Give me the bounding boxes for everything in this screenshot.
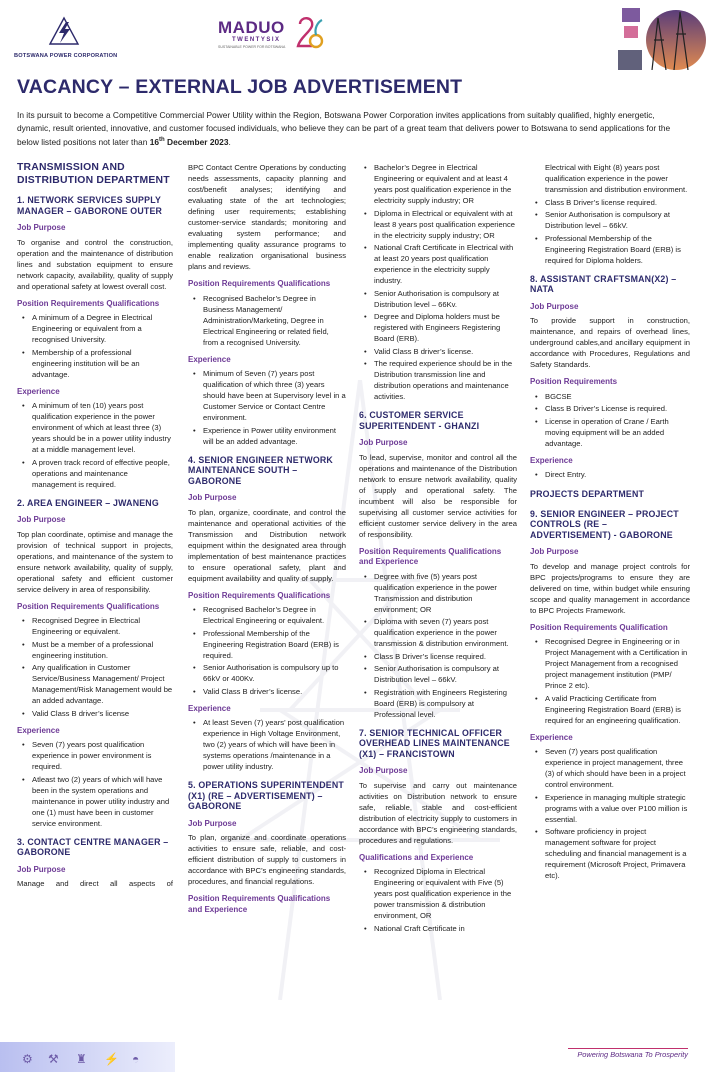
column-2 — [188, 162, 346, 918]
deadline-rest: December 2023 — [164, 136, 229, 147]
requirements-heading: Position Requirements Qualifications — [17, 298, 160, 308]
list-item: • Registration with Engineers Registering Board (ERB) is compulsory at Professional level. — [359, 687, 517, 720]
list-item: • Direct Entry. — [530, 469, 690, 480]
list-item: • The required experience should be in the Distribution transmission line and distribution operations and maintenance activities. — [359, 358, 517, 402]
experience-heading: Experience — [188, 703, 231, 713]
experience-heading: Experience — [17, 725, 60, 735]
list-item: • Senior Authorisation is compulsory at Distribution level – 66Kv. — [359, 288, 517, 310]
list-item: • Professional Membership of the Engineering Registration Board (ERB) is required for Diploma holders. — [530, 233, 690, 266]
job-title-6: 6. CUSTOMER SERVICE SUPERITENDENT - GHANZI — [359, 410, 480, 431]
job-title-4: 4. SENIOR ENGINEER NETWORK MAINTENANCE SOUTH – GABORONE — [188, 454, 333, 486]
list-item: • Any qualification in Customer Service/Business Management/ Project Management/Risk Management would be an added advantage. — [17, 662, 173, 706]
requirements-list — [188, 604, 346, 697]
job-purpose-text: To organise and control the construction, operation and the maintenance of distribution lines and substation equipment to ensure network capacity, availability, quality of supply and operational safety at lowest overall cost. — [17, 237, 173, 291]
list-item: • Degree and Diploma holders must be registered with Engineers Registering Board (ERB). — [359, 311, 517, 344]
page-footer — [0, 1036, 706, 1084]
list-item-continued: Electrical with Eight (8) years post qualification experience in the power transmission and distribution environment. — [545, 163, 688, 194]
list-item: • Bachelor’s Degree in Electrical Engineering or equivalent and at least 4 years post qualification experience in the electricity supply industry; OR — [359, 162, 517, 206]
requirements-list — [17, 312, 173, 380]
deadline-day: 16 — [149, 136, 160, 147]
requirements-list — [188, 293, 346, 348]
list-item: • License in operation of Crane / Earth moving equipment will be an added advantage. — [530, 416, 690, 449]
job-title-5: 5. OPERATIONS SUPERINTENDENT (X1) (RE – ADVERTISEMENT) – GABORONE — [188, 780, 344, 811]
job-purpose-text-continued: BPC Contact Centre Operations by conducting needs assessments, capacity planning and cost/benefit analyses; identifying and evaluating state of the art technologies; defining user requirements; establishing customer-service standards; monitoring and evaluating system performance; and implementing quality assurance programs to enable realization organisational business plans and reviews. — [188, 163, 346, 271]
experience-list — [188, 368, 346, 447]
job-purpose-text: To plan, organize, coordinate, and control the maintenance and operational activities of the Transmission and Distribution network equipment within the designated area through implementation of best maintenance practices to ensure operational safety, plant and equipment availability and quality of supply. — [188, 507, 346, 583]
job-title-8: 8. ASSISTANT CRAFTSMAN(X2) – NATA — [530, 273, 677, 294]
list-item: • Valid Class B driver’s license. — [188, 686, 346, 697]
requirements-heading: Position Requirements Qualifications and Experience — [359, 546, 502, 566]
list-item: • National Craft Certificate in Electrical with at least 20 years post qualification experience in the electricity supply industry. — [359, 242, 517, 286]
job-title-9: 9. SENIOR ENGINEER – PROJECT CONTROLS (RE – ADVERTISEMENT) - GABORONE — [530, 508, 679, 540]
header-photo-collage — [618, 0, 706, 70]
job-purpose-heading: Job Purpose — [188, 493, 237, 502]
requirements-heading: Position Requirements Qualification — [530, 622, 668, 632]
page-title: VACANCY – EXTERNAL JOB ADVERTISEMENT — [17, 76, 463, 98]
list-item: • Recognised Degree in Electrical Engineering or equivalent. — [17, 615, 173, 637]
job-purpose-text: Manage and direct all aspects of — [17, 879, 173, 888]
requirements-list-continued — [530, 162, 690, 195]
list-item: • Senior Authorisation is compulsory at Distribution level – 66kV. — [530, 209, 690, 231]
job-title-7: 7. SENIOR TECHNICAL OFFICER OVERHEAD LINES MAINTENANCE (X1) – FRANCISTOWN — [359, 727, 510, 759]
list-item: • Diploma with seven (7) years post qualification experience in the power transmission & distribution environment. — [359, 616, 517, 649]
job-purpose-text: To supervise and carry out maintenance activities on Distribution network to ensure safe, reliable, stable and cost-efficient distribution of electricity supply to customers in accordance with BPC’s engineering standards, procedures and regulations. — [359, 780, 517, 845]
experience-heading: Experience — [530, 732, 573, 742]
department-heading: PROJECTS DEPARTMENT — [530, 489, 645, 499]
job-purpose-text: To lead, supervise, monitor and control all the operations and maintenance of the Distribution network to ensure network availability, quality of supply and operational safety. The incumbent will also be responsible for supervising all customer service activities for efficient customer service delivery in the area of responsibility. — [359, 452, 517, 539]
bpc-lightning-icon — [48, 16, 80, 46]
tagline-rule — [568, 1048, 688, 1049]
job-purpose-heading: Job Purpose — [17, 515, 66, 524]
department-heading: TRANSMISSION AND DISTRIBUTION DEPARTMENT — [17, 162, 170, 186]
column-4 — [530, 162, 690, 883]
requirements-list — [530, 636, 690, 726]
list-item: • Recognised Bachelor’s Degree in Business Management/ Administration/Marketing, Degree in Electrical Engineering or related field, from a recognised University. — [188, 293, 346, 348]
experience-list — [530, 746, 690, 881]
list-item: • Diploma in Electrical or equivalent with at least 8 years post qualification experience in the electricity supply industry; OR — [359, 208, 517, 241]
list-item: • Class B Driver’s License is required. — [530, 403, 690, 414]
experience-heading: Experience — [17, 386, 60, 396]
intro-text: In its pursuit to become a Competitive Commercial Power Utility within the Region, Botswana Power Corporation invites applications from suitably qualified, highly energetic, dynamic, result oriented, innovative, and customer focused individuals, who believe they can be part of a great team that delivers power to Botswana to send applications for the below listed positions not later than — [17, 110, 671, 147]
job-title-2: 2. AREA ENGINEER – JWANENG — [17, 497, 159, 508]
list-item: • A minimum of a Degree in Electrical Engineering or equivalent from a recognised University. — [17, 312, 173, 345]
deadline-suffix: th — [159, 137, 165, 143]
job-purpose-heading: Job Purpose — [359, 438, 408, 447]
list-item: • A minimum of ten (10) years post qualification experience in the power environment of which at least three (3) years should be in a power utility industry at a middle management level. — [17, 400, 173, 455]
bpc-name: BOTSWANA POWER CORPORATION — [14, 53, 118, 59]
list-item: • Atleast two (2) years of which will have been in the system operations and maintenance in power utility industry and one (1) must have been in customer service environment. — [17, 774, 173, 829]
plug-icon: ⚡ — [104, 1052, 119, 1066]
column-1 — [17, 162, 173, 891]
job-purpose-text: To provide support in construction, maintenance, and repairs of overhead lines, underground cables,and ancillary equipment in accordance with Procedures, Regulations and Safety Standards. — [530, 316, 690, 369]
job-purpose-heading: Job Purpose — [359, 766, 408, 775]
gear-icon: ⚙ — [22, 1052, 33, 1066]
intro-end: . — [228, 136, 231, 147]
list-item: • Valid Class B driver’s license. — [359, 346, 517, 357]
maduo-title: MADUO — [218, 18, 285, 37]
list-item: • Senior Authorisation is compulsory up to 66kV or 400Kv. — [188, 662, 346, 684]
requirements-list — [17, 615, 173, 719]
list-item: • Minimum of Seven (7) years post qualification of which three (3) years should have been at Supervisory level in a Customer Service or Contact Centre environment. — [188, 368, 346, 423]
list-item: • BGCSE — [530, 391, 690, 402]
requirements-list — [530, 197, 690, 266]
requirements-list-continued — [359, 162, 517, 402]
list-item: • At least Seven (7) years’ post qualification experience in High Voltage Environment, two (2) years of which will have been in systems operations /maintenance in a power utility industry. — [188, 717, 346, 772]
experience-list — [17, 739, 173, 829]
list-item: • A valid Practicing Certificate from Engineering Registration Board (ERB) is required for an engineering qualification. — [530, 693, 690, 726]
requirements-heading: Position Requirements — [530, 377, 618, 386]
footer-tagline: Powering Botswana To Prosperity — [577, 1050, 688, 1059]
list-item: • Recognized Diploma in Electrical Engineering or equivalent with Five (5) years post qualification experience in the power transmission & distribution environment, OR — [359, 866, 517, 921]
helmet-icon: ◓ — [132, 1052, 140, 1066]
job-purpose-heading: Job Purpose — [530, 301, 579, 311]
list-item: • Valid Class B driver’s license — [17, 708, 173, 719]
experience-list — [17, 400, 173, 490]
maduo-tagline: SUSTAINABLE POWER FOR BOTSWANA — [218, 45, 286, 49]
bpc-logo — [14, 16, 124, 66]
experience-list — [530, 469, 690, 480]
job-purpose-text: To develop and manage project controls for BPC projects/programs to ensure they are delivered on time, within budget while ensuring scope and quality management in accordance to BPC Projects Framework. — [530, 561, 690, 615]
hammer-icon: ⚒ — [48, 1052, 59, 1066]
requirements-heading: Position Requirements Qualifications — [188, 590, 331, 600]
job-purpose-text: To plan, organize and coordinate operations activities to ensure safe, reliable, and cost-efficient distribution of supply to customers in accordance with BPC’s engineering standards, procedures, and financial regulations. — [188, 833, 346, 886]
list-item: • Software proficiency in project management software for project scheduling and financial management is a requirement (Microsoft Project, Primavera etc). — [530, 826, 690, 881]
requirements-heading: Position Requirements Qualifications and Experience — [188, 894, 331, 914]
list-item: • Recognised Bachelor’s Degree in Electrical Engineering or equivalent. — [188, 604, 346, 626]
intro-paragraph — [17, 109, 689, 148]
list-item: • Class B Driver’s license required. — [359, 651, 517, 662]
requirements-heading: Position Requirements Qualifications — [17, 601, 160, 611]
list-item: • Class B Driver’s license required. — [530, 197, 690, 208]
list-item: • National Craft Certificate in — [359, 923, 517, 934]
job-purpose-heading: Job Purpose — [17, 864, 66, 874]
job-purpose-text: Top plan coordinate, optimise and manage the provision of technical support in projects, operations, and maintenance of the system to ensure network availability, quality of supply, operational safety and efficient customer service delivery in area of responsibility. — [17, 529, 173, 594]
maduo-logo — [218, 12, 328, 52]
experience-list — [188, 717, 346, 772]
experience-heading: Experience — [188, 354, 231, 364]
list-item: • Professional Membership of the Engineering Registration Board (ERB) is required. — [188, 628, 346, 661]
maduo-26-emblem — [294, 14, 324, 52]
list-item: • Membership of a professional engineering institution will be an advantage. — [17, 347, 173, 380]
job-title-3: 3. CONTACT CENTRE MANAGER – GABORONE — [17, 836, 169, 857]
list-item: • A proven track record of effective people, operations and maintenance management is required. — [17, 457, 173, 490]
list-item: • Experience in Power utility environment will be an added advantage. — [188, 425, 346, 447]
job-purpose-heading: Job Purpose — [530, 547, 579, 556]
job-purpose-heading: Job Purpose — [17, 223, 66, 232]
list-item: • Recognised Degree in Engineering or in Project Management with a Certification in Project Management from a recognised project management institution (PMP/ Prince 2 etc). — [530, 636, 690, 691]
requirements-list — [530, 391, 690, 449]
page-header — [0, 0, 706, 70]
job-title-1: 1. NETWORK SERVICES SUPPLY MANAGER – GABORONE OUTER — [17, 195, 163, 216]
list-item: • Experience in managing multiple strategic programs with a value over P100 million is essential. — [530, 792, 690, 825]
list-item: • Seven (7) years post qualification experience in power environment is required. — [17, 739, 173, 772]
list-item: • Must be a member of a professional engineering institution. — [17, 639, 173, 661]
footer-icon-band — [0, 1042, 175, 1072]
job-purpose-heading: Job Purpose — [188, 818, 237, 828]
requirements-heading: Position Requirements Qualifications — [188, 279, 331, 288]
list-item: • Senior Authorisation is compulsory at Distribution level – 66kV. — [359, 663, 517, 685]
requirements-list — [359, 571, 517, 720]
requirements-list — [359, 866, 517, 934]
requirements-heading: Qualifications and Experience — [359, 852, 474, 862]
experience-heading: Experience — [530, 455, 573, 465]
list-item: • Degree with five (5) years post qualification experience in the power Transmission and distribution environment; OR — [359, 571, 517, 615]
tower-icon: ♜ — [76, 1052, 87, 1066]
maduo-twentysix: TWENTYSIX — [232, 37, 281, 43]
column-3 — [359, 162, 517, 936]
list-item: • Seven (7) years post qualification experience in project management, three (3) of which should have been in a project control environment. — [530, 746, 690, 790]
